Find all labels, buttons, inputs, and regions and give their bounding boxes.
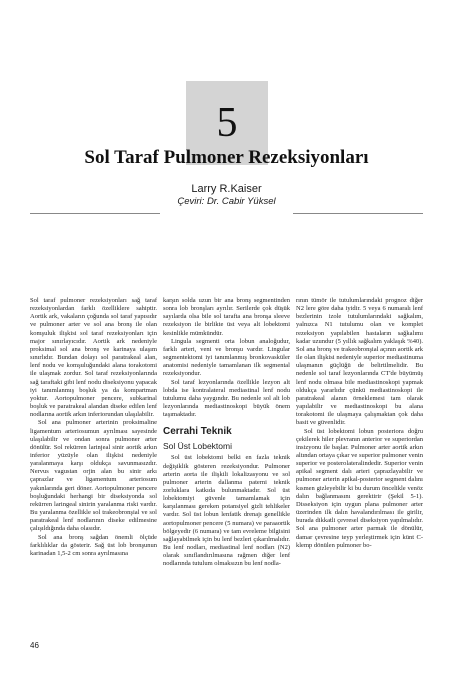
paragraph: karşın solda uzun bir ana bronş segmentinden sonra lob bronşları ayrılır. Serilerde çok düşük sayılarda olsa bile sol tarafta ana bronşa sleeve rezeksiyon ile birlikte üst veya alt lobektomi kesinlikle mümkündür. (163, 297, 290, 337)
paragraph: Sol ana pulmoner arterinin proksimaline ligamentum arteriosumun ayrılması sayesinde ulaşılabilir ve ondan sonra pulmoner arter dönülür. Sol rekürren larinjeal sinir aortik arkın inferior yüzüyle olan ilişkisi nedeniyle yaralanmaya karşı oldukça savunmasızdır. Nervus vagustan orjin alan bu sinir arkı çaprazlar ve ligamentum arteriosum yakınlarında geri döner. Aortopulmoner pencere boşluğundaki herhangi bir diseksiyonda sol rekürren laringeal sinirin yaralanma riski vardır. Bu yaralanma özellikle sol trakeobronşial ve sol paratrakeal lenf nodlarının diseke edilmesine çalışıldığında daha olasıdır. (30, 419, 157, 533)
text-column-3 (296, 297, 423, 550)
right-rule (293, 213, 423, 214)
paragraph: rının tümör ile tutulumlarındaki prognoz diğer N2 lere göre daha iyidir. 5 veya 6 numaralı lenf bezlerinin izole tutulumlarındaki sağkalım, yalnızca N1 tutulumu olan ve komplet rezeksiyon yapılabilen hastaların sağkalımı kadar uzundur (5 yıllık sağkalım yaklaşık %40). Sol ana bronş ve trakeobronşial açının aortik ark ile olan ilişkisi nedeniyle superior mediastinuma ulaşmanın güçlüğü de belirtilmelidir. Bu nedenle sol taraf lezyonlarında CT'de büyümüş lenf nodu olmasa bile mediastinoskopi yapmak oldukça yararlıdır çünkü mediastinoskopi ile paratrakeal alanın örneklemesi tam olarak yapılabilir ve mediastinoskopi bu alana torakotomi ile ulaşmaya çalışmaktan çok daha basit ve güvenlidir. (296, 297, 423, 427)
paragraph: Sol taraf pulmoner rezeksiyonları sağ taraf rezeksiyonlardan farklı özelliklere sahiptir. Aortik ark, vakaların çoğunda sol taraf yapısıdır ve pulmoner arter ve sol ana bronş ile olan komşuluk ilişkisi sol taraf rezeksiyonları için major sınırlayıcıdır. Aortik ark nedeniyle proksimal sol ana bronş ve karinaya ulaşım sınırlıdır. Bundan dolayı sol paratrakeal alan, lenf nodu ve komşuluğundaki alana torakotomi ile ulaşmak zordur. Sol taraf rezeksiyonlarında sağ taraftaki gibi lenf nodu diseksiyonu yapacak iyi tanımlanmış boşluk ya da kompartman yoktur. Aortopulmoner pencere, subkarinal boşluk ve paratrakeal alandan diseke edilen lenf nodlarına aortik arkın inferiorundan ulaşılabilir. (30, 297, 157, 419)
paragraph: Sol üst lobektomi belki en fazla teknik değişiklik gösteren rezeksiyondur. Pulmoner arterin aorta ile ilişkili lokalizasyonu ve sol pulmoner arterin dallanma paterni teknik zorluklara katkıda bulunmaktadır. Sol üst lobektomiyi güvenle tamamlamak için karşılanması gereken potansiyel gizli tehlikeler vardır. Sol üst lobun lenfatik drenajı genellikle aortopulmoner pencere (5 numara) ve paraaortik bölgeyedir (6 numara) ve tam evreleme bilgisini sağlayabilmek için bu lenf bezleri çıkarılmalıdır. Bu lenf nodları, mediastinal lenf nodları (N2) olarak sınıflandırılmasına rağmen diğer lenf nodlarında tutulum olmaksızın bu lenf nodla- (163, 454, 290, 568)
paragraph: Sol ana bronş sağdan önemli ölçüde farklılıklar da gösterir. Sağ üst lob bronşunun karinadan 1,5-2 cm sonra ayrılmasına (30, 533, 157, 557)
author-name: Larry R.Kaiser (191, 183, 262, 195)
paragraph: Sol üst lobektomi lobun posteriora doğru çekilerek hiler plevranın anterior ve superiordan insizyonu ile başlar. Pulmoner arter aortik arkın altından ortaya çıkar ve superior pulmoner venin superior ve posterolateralindedir. Superior venin apikal segment dalı arteri çaprazlayabilir ve pulmoner arterin apikal-posterior segment dalını kısmen gizleyebilir ki bu durum öncelikle venöz dalın bağlanmasını gerektirir (Şekil 5-1). Disseksiyon için uygun plana pulmoner arter üzerinden ilk dalın havalandırılması ile girilir, burada dikkatli çevresel diseksiyon yapılmalıdır. Sol ana pulmoner arter parmak ile dönülür, damar çevresine teyp yerleştirmek için künt C-klemp dönülen pulmoner bo- (296, 427, 423, 549)
text-column-1 (30, 297, 157, 558)
translator-credit: Çeviri: Dr. Cabir Yüksel (177, 196, 276, 207)
chapter-number: 5 (216, 100, 238, 146)
page-number: 46 (30, 641, 39, 650)
text-column-2 (163, 297, 290, 569)
subsection-heading: Sol Üst Lobektomi (163, 441, 232, 452)
left-rule (30, 213, 160, 214)
section-heading: Cerrahi Teknik (163, 426, 232, 438)
paragraph: Lingula segmenti orta lobun analoğudur, farklı arteri, veni ve bronşu vardır. Lingular segmentektomi iyi tanımlanmış bronkovasküler anatomisi nedeniyle tamamlanan ilk segmental rezeksiyondur. (163, 337, 290, 378)
chapter-title: Sol Taraf Pulmoner Rezeksiyonları (84, 147, 369, 168)
paragraph: Sol taraf lezyonlarında özellikle lezyon alt lobda ise kontralateral mediastinal lenf nodu tutulumu daha yaygındır. Bu nedenle sol alt lob lezyonlarında mediastinoskopi büyük önem taşımaktadır. (163, 378, 290, 419)
